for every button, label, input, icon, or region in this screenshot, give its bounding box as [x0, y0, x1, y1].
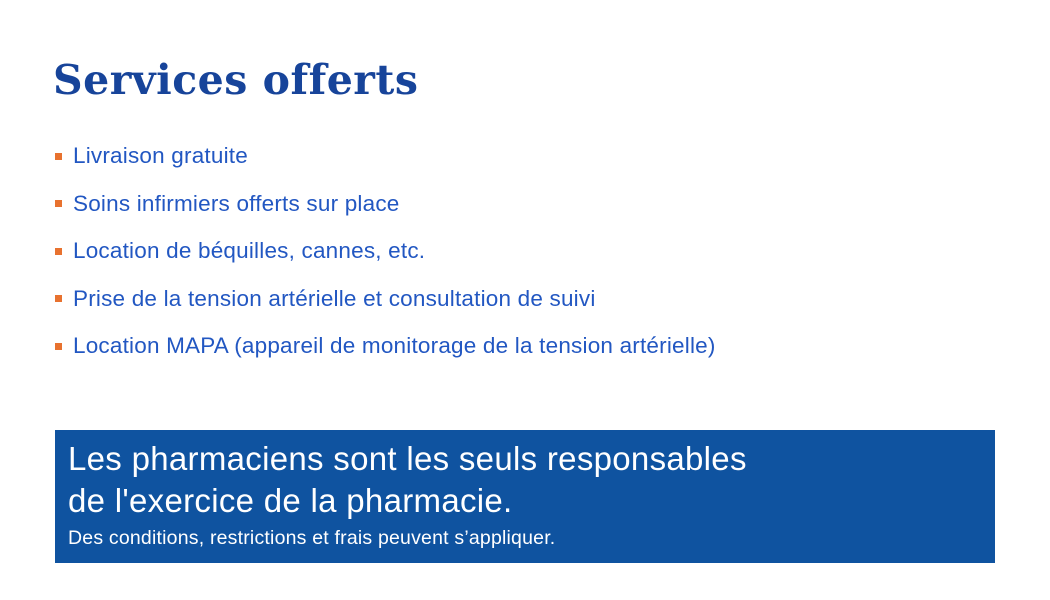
banner-disclaimer: Des conditions, restrictions et frais peuvent s’appliquer.	[68, 527, 556, 549]
list-item	[55, 238, 716, 264]
bullet-square-icon	[55, 343, 62, 350]
page-title: Services offerts	[53, 56, 419, 104]
list-item-label: Livraison gratuite	[73, 143, 248, 168]
banner-heading	[68, 438, 981, 522]
list-item	[55, 143, 716, 169]
banner-heading-line2: de l'exercice de la pharmacie.	[68, 482, 513, 519]
list-item	[55, 286, 716, 312]
bullet-square-icon	[55, 200, 62, 207]
bullet-square-icon	[55, 153, 62, 160]
bullet-square-icon	[55, 248, 62, 255]
list-item-label: Prise de la tension artérielle et consultation de suivi	[73, 285, 596, 311]
banner-heading-line1: Les pharmaciens sont les seuls responsables	[68, 440, 747, 477]
services-list	[55, 143, 716, 381]
list-item-label: Location de béquilles, cannes, etc.	[73, 238, 426, 263]
list-item	[55, 333, 716, 359]
bullet-square-icon	[55, 295, 62, 302]
list-item-label: Soins infirmiers offerts sur place	[73, 190, 400, 216]
list-item-label: Location MAPA (appareil de monitorage de la tension artérielle)	[73, 333, 716, 358]
list-item	[55, 191, 716, 217]
disclaimer-banner	[55, 430, 995, 563]
